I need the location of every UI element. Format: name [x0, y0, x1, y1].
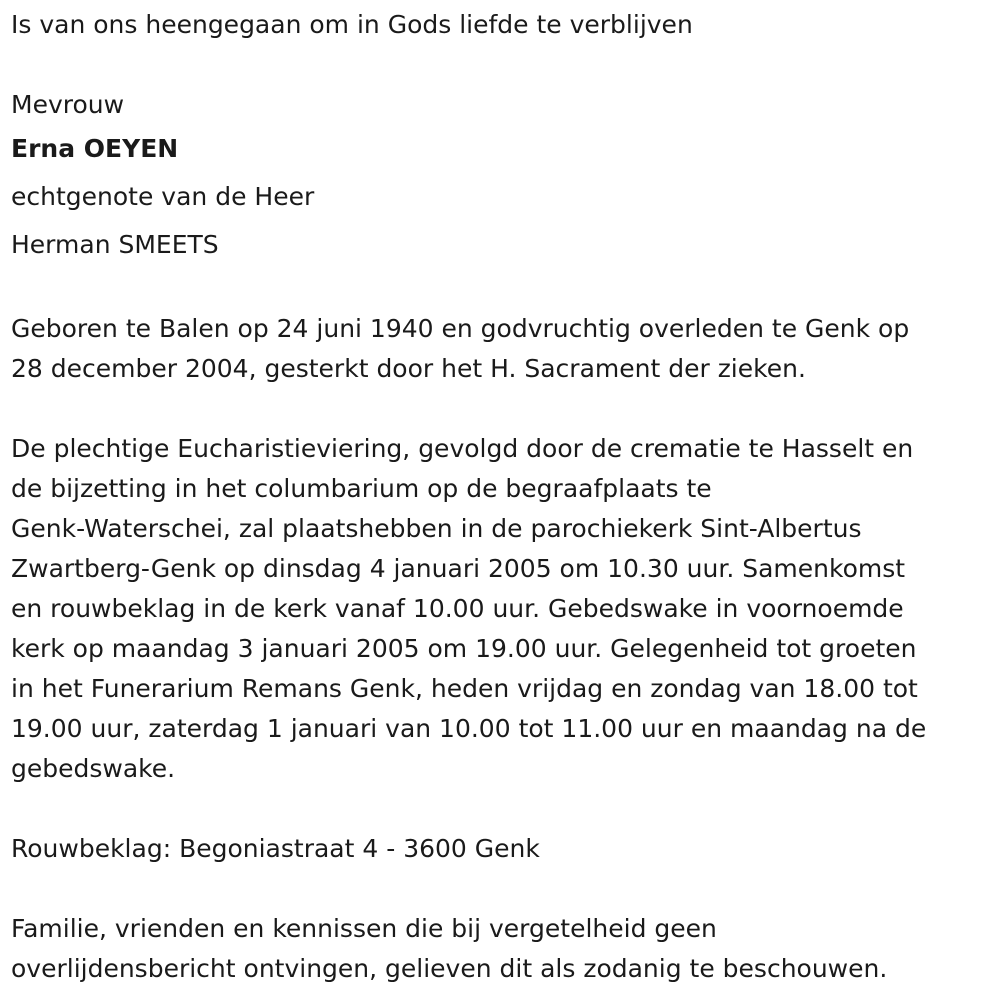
paragraph-line: overlijdensbericht ontvingen, gelieven dit als zodanig te beschouwen.	[11, 954, 888, 983]
salutation: Mevrouw	[11, 90, 125, 119]
paragraph-line: De plechtige Eucharistieviering, gevolgd door de crematie te Hasselt en	[11, 434, 914, 463]
intro-text: Is van ons heengegaan om in Gods liefde te verblijven	[11, 10, 693, 39]
service-paragraph	[11, 429, 991, 789]
paragraph-line: 19.00 uur, zaterdag 1 januari van 10.00 tot 11.00 uur en maandag na de	[11, 714, 927, 743]
paragraph-line: in het Funerarium Remans Genk, heden vrijdag en zondag van 18.00 tot	[11, 674, 918, 703]
paragraph-line: Familie, vrienden en kennissen die bij vergetelheid geen	[11, 914, 717, 943]
spouse-name: Herman SMEETS	[11, 230, 219, 259]
deceased-name: Erna OEYEN	[11, 134, 179, 163]
condolence-paragraph	[11, 829, 991, 869]
paragraph-line: kerk op maandag 3 januari 2005 om 19.00 uur. Gelegenheid tot groeten	[11, 634, 917, 663]
condolence-address: Rouwbeklag: Begoniastraat 4 - 3600 Genk	[11, 834, 540, 863]
paragraph-line: gebedswake.	[11, 754, 176, 783]
birth-death-paragraph	[11, 309, 991, 389]
paragraph-line: de bijzetting in het columbarium op de begraafplaats te	[11, 474, 712, 503]
paragraph-line: Geboren te Balen op 24 juni 1940 en godvruchtig overleden te Genk op	[11, 314, 910, 343]
closing-paragraph	[11, 909, 991, 989]
relation-text: echtgenote van de Heer	[11, 182, 315, 211]
obituary-document	[11, 0, 991, 989]
paragraph-line: Genk-Waterschei, zal plaatshebben in de parochiekerk Sint-Albertus	[11, 514, 862, 543]
paragraph-line: 28 december 2004, gesterkt door het H. Sacrament der zieken.	[11, 354, 806, 383]
paragraph-line: Zwartberg-Genk op dinsdag 4 januari 2005 om 10.30 uur. Samenkomst	[11, 554, 906, 583]
paragraph-line: en rouwbeklag in de kerk vanaf 10.00 uur. Gebedswake in voornoemde	[11, 594, 904, 623]
